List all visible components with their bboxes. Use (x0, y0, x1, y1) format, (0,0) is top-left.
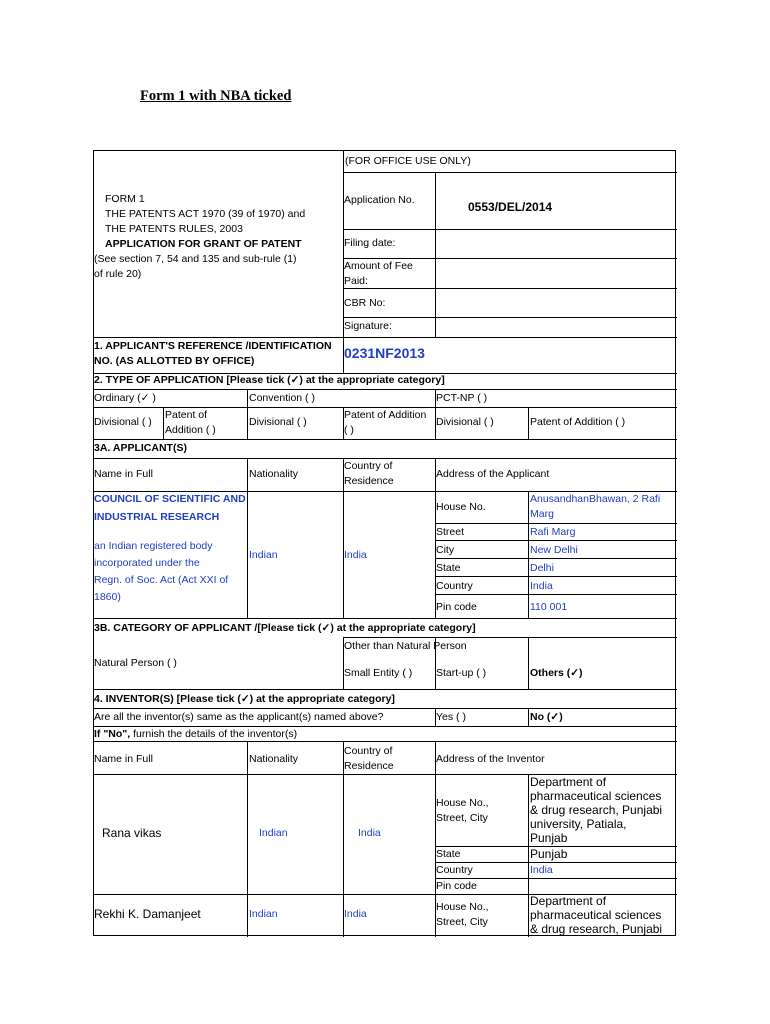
category-heading: 3B. CATEGORY OF APPLICANT /[Please tick (✓) at the appropriate category] (94, 622, 476, 634)
inventors-heading: 4. INVENTOR(S) [Please tick (✓) at the appropriate category] (94, 693, 395, 705)
ordinary-patent-of-addition-2: Addition ( ) (165, 424, 216, 436)
inventor-1-house-street-label-2: Street, City (436, 812, 488, 824)
applicant-nationality: Indian (249, 549, 278, 561)
inventor-1-name: Rana vikas (102, 826, 162, 840)
street-label: Street (436, 526, 465, 538)
applicant-col-country: Country of (344, 460, 393, 472)
state-value: Delhi (530, 562, 554, 574)
inventor-1-address-2: pharmaceutical sciences (530, 789, 662, 803)
ordinary-option: Ordinary (✓ ) (94, 392, 156, 404)
ordinary-patent-of-addition: Patent of (165, 409, 208, 421)
inventors-question: Are all the inventor(s) same as the applicant(s) named above? (94, 711, 384, 723)
inventor-1-country-label: Country (436, 864, 473, 876)
form-section-line: (See section 7, 54 and 135 and sub-rule (1) (94, 253, 297, 265)
cbr-label: CBR No: (344, 297, 386, 309)
pct-divisional: Divisional ( ) (436, 416, 494, 428)
signature-label: Signature: (344, 320, 392, 332)
applicant-desc-3: Regn. of Soc. Act (Act XXI of (94, 574, 229, 586)
inventor-1-nationality: Indian (259, 827, 288, 839)
country-label: Country (436, 580, 473, 592)
fee-label-2: Paid: (344, 275, 368, 287)
convention-patent-of-addition: Patent of Addition (344, 409, 427, 421)
applicant-reference-value: 0231NF2013 (344, 345, 425, 361)
house-no-label: House No. (436, 501, 486, 513)
fee-label: Amount of Fee (344, 260, 413, 272)
applicant-reference-label: 1. APPLICANT'S REFERENCE /IDENTIFICATION (94, 340, 332, 352)
applicant-desc: an Indian registered body (94, 540, 213, 552)
pct-patent-of-addition: Patent of Addition ( ) (530, 416, 626, 428)
inventor-2-house-street-label: House No., (436, 901, 489, 913)
inventor-1-state-label: State (436, 848, 461, 860)
convention-option: Convention ( ) (249, 392, 315, 404)
others-option: Others (✓) (530, 667, 583, 679)
inventors-yes-option: Yes ( ) (436, 711, 466, 723)
applicant-col-nationality: Nationality (249, 468, 299, 480)
inventor-1-country: India (358, 827, 381, 839)
inventor-1-address-5: Punjab (530, 831, 568, 845)
inventor-2-address-3: & drug research, Punjabi (530, 922, 663, 936)
house-no-value-2: Marg (530, 508, 554, 520)
type-of-application-heading: 2. TYPE OF APPLICATION [Please tick (✓) at the appropriate category] (94, 374, 445, 386)
inventor-col-country-2: Residence (344, 760, 394, 772)
inventor-1-pin-label: Pin code (436, 880, 477, 892)
other-than-natural-label: Other than Natural Person (344, 640, 467, 652)
inventor-2-address-2: pharmaceutical sciences (530, 908, 662, 922)
city-label: City (436, 544, 455, 556)
inventor-2-name: Rekhi K. Damanjeet (94, 907, 201, 921)
applicant-country: India (344, 549, 367, 561)
applicant-reference-label-2: NO. (AS ALLOTTED BY OFFICE) (94, 355, 255, 367)
inventor-1-address-3: & drug research, Punjabi (530, 803, 663, 817)
application-no-value: 0553/DEL/2014 (468, 200, 553, 214)
street-value: Rafi Marg (530, 526, 576, 538)
state-label: State (436, 562, 461, 574)
applicant-name: COUNCIL OF SCIENTIFIC AND (94, 493, 246, 505)
if-no-bold: If "No", (94, 728, 131, 740)
inventor-col-country: Country of (344, 745, 393, 757)
applicant-desc-2: incorporated under the (94, 557, 200, 569)
office-use-label: (FOR OFFICE USE ONLY) (345, 155, 471, 167)
if-no-instruction (94, 728, 297, 741)
ordinary-divisional: Divisional ( ) (94, 416, 152, 428)
patent-form (93, 150, 676, 936)
small-entity-option: Small Entity ( ) (344, 667, 413, 679)
page-title: Form 1 with NBA ticked (140, 88, 292, 104)
inventor-col-name: Name in Full (94, 753, 153, 765)
applicants-heading: 3A. APPLICANT(S) (94, 442, 187, 454)
pin-code-label: Pin code (436, 601, 477, 613)
filing-date-label: Filing date: (344, 237, 396, 249)
form-title: FORM 1 (105, 193, 145, 205)
inventor-2-address: Department of (530, 894, 607, 908)
application-no-label: Application No. (344, 194, 415, 206)
inventor-1-address: Department of (530, 775, 607, 789)
form-application-line: APPLICATION FOR GRANT OF PATENT (105, 238, 302, 250)
form-rules-line: THE PATENTS RULES, 2003 (105, 223, 243, 235)
applicant-name-2: INDUSTRIAL RESEARCH (94, 511, 220, 523)
inventor-1-state: Punjab (530, 847, 568, 861)
inventor-col-address: Address of the Inventor (436, 753, 545, 765)
inventor-1-house-street-label: House No., (436, 797, 489, 809)
inventor-1-address-4: university, Patiala, (530, 817, 627, 831)
inventor-col-nationality: Nationality (249, 753, 299, 765)
pin-code-value: 110 001 (530, 601, 568, 613)
startup-option: Start-up ( ) (436, 667, 487, 679)
applicant-col-address: Address of the Applicant (436, 468, 550, 480)
inventor-2-nationality: Indian (249, 908, 278, 920)
inventors-no-option: No (✓) (530, 711, 563, 723)
convention-patent-of-addition-2: ( ) (344, 424, 354, 436)
city-value: New Delhi (530, 544, 578, 556)
country-value: India (530, 580, 553, 592)
applicant-desc-4: 1860) (94, 591, 121, 603)
form-rule-line: of rule 20) (94, 268, 142, 280)
applicant-col-country-2: Residence (344, 475, 394, 487)
if-no-rest: furnish the details of the inventor(s) (130, 728, 298, 740)
convention-divisional: Divisional ( ) (249, 416, 307, 428)
house-no-value: AnusandhanBhawan, 2 Rafi (530, 493, 661, 505)
pct-np-option: PCT-NP ( ) (436, 392, 488, 404)
natural-person-option: Natural Person ( ) (94, 657, 177, 669)
inventor-2-house-street-label-2: Street, City (436, 916, 488, 928)
inventor-2-country: India (344, 908, 367, 920)
form-act-line: THE PATENTS ACT 1970 (39 of 1970) and (105, 208, 306, 220)
inventor-1-country-value: India (530, 864, 553, 876)
applicant-col-name: Name in Full (94, 468, 153, 480)
